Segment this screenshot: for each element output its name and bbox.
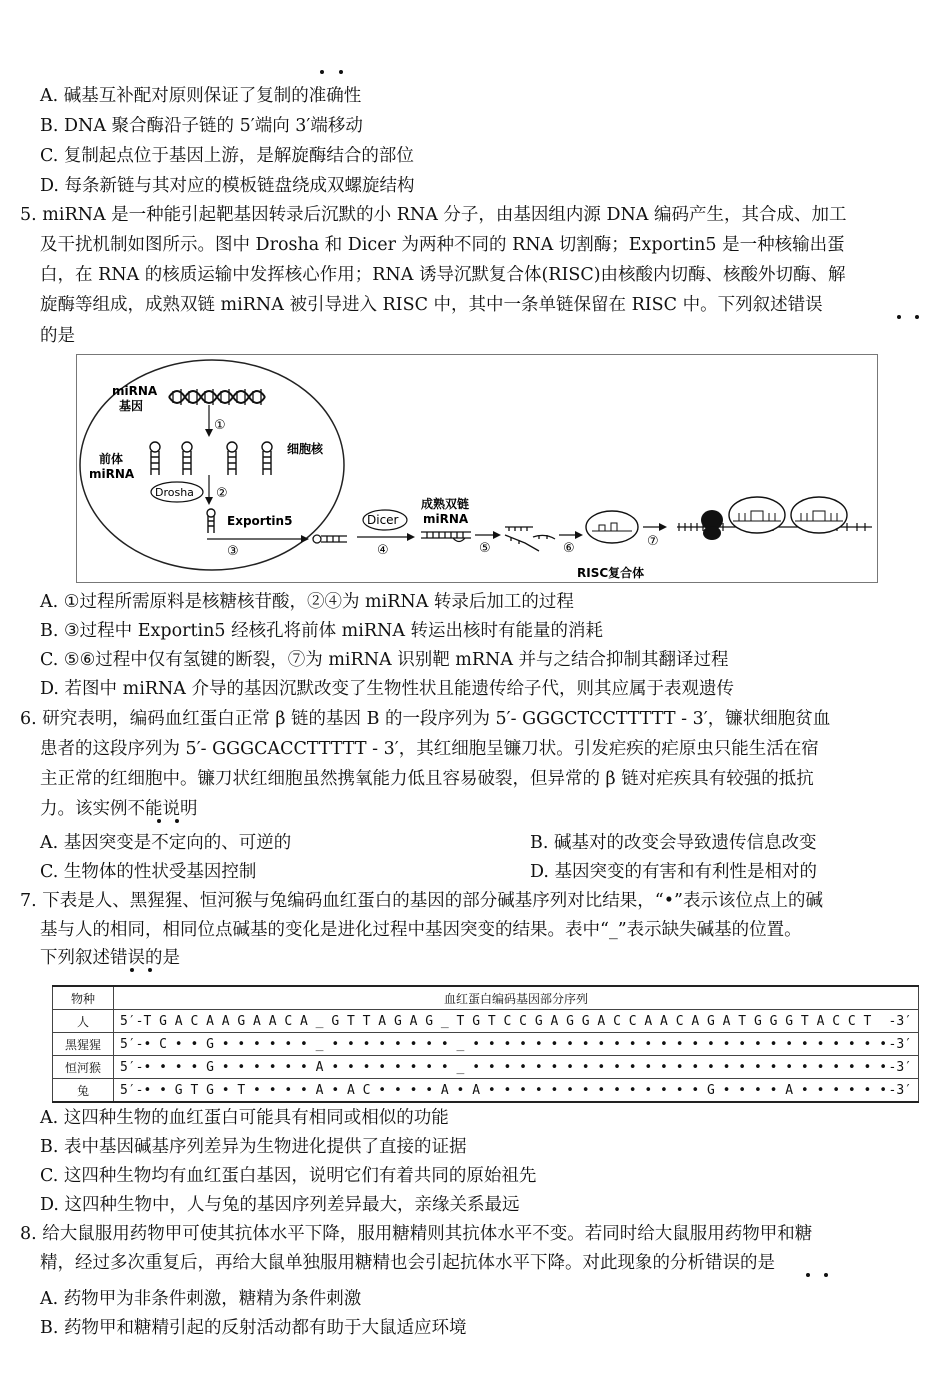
q5-stem-line4: 旋酶等组成，成熟双链 miRNA 被引导进入 RISC 中，其中一条单链保留在 RISC 中。下列叙述错误 <box>40 295 823 315</box>
step2-label: ② <box>216 486 228 501</box>
precursor-label-2: miRNA <box>89 467 135 481</box>
seq-end: -3′ <box>888 1013 912 1029</box>
risc-bound-2 <box>791 497 847 533</box>
seq-bases: • • • • G • • • • • • A • • • • • • • • _ • • • • • • • • • • • • • • • • • • • • • • • • • • • <box>143 1059 888 1075</box>
step5-label: ⑤ <box>479 541 491 556</box>
precursor-hairpins <box>150 442 272 475</box>
q6-option-d: D. 基因突变的有害和有利性是相对的 <box>530 862 818 882</box>
species-cell: 人 <box>53 1010 114 1033</box>
dicer-label: Dicer <box>367 513 399 527</box>
q8-stem-line1: 8. 给大鼠服用药物甲可使其抗体水平下降，服用糖精则其抗体水平不变。若同时给大鼠服用药物甲和糖 <box>20 1224 813 1244</box>
q5-option-d: D. 若图中 miRNA 介导的基因沉默改变了生物性状且能遗传给子代，则其应属于表观遗传 <box>40 679 734 699</box>
q8-stem-line2: 精，经过多次重复后，再给大鼠单独服用糖精也会引起抗体水平下降。对此现象的分析错误的是 <box>40 1253 775 1273</box>
seq-end: -3′ <box>888 1059 912 1075</box>
seq-end: -3′ <box>888 1082 912 1098</box>
risc-bound-1 <box>729 497 785 533</box>
unwinding-strands <box>505 527 555 551</box>
q7-option-c: C. 这四种生物均有血红蛋白基因，说明它们有着共同的原始祖先 <box>40 1166 537 1186</box>
mature-mirna-label-1: 成熟双链 <box>421 497 470 511</box>
q6-stem-line2: 患者的这段序列为 5′- GGGCACCTTTTT - 3′，其红细胞呈镰刀状。引发疟疾的疟原虫只能生活在宿 <box>40 739 819 759</box>
nucleus-label: 细胞核 <box>287 442 324 456</box>
sequence-table <box>52 985 919 1103</box>
seq-end: -3′ <box>888 1036 912 1052</box>
q7-stem-line1: 7. 下表是人、黑猩猩、恒河猴与兔编码血红蛋白的基因的部分碱基序列对比结果，“•”表示该位点上的碱 <box>20 891 823 911</box>
q7-option-a: A. 这四种生物的血红蛋白可能具有相同或相似的功能 <box>40 1108 449 1128</box>
risc-complex <box>586 511 638 543</box>
emphasis-dot <box>148 968 152 972</box>
seq-start: 5′- <box>120 1013 144 1029</box>
step1-label: ① <box>214 418 226 433</box>
q8-option-a: A. 药物甲为非条件刺激，糖精为条件刺激 <box>40 1289 362 1309</box>
table-header-sequence: 血红蛋白编码基因部分序列 <box>114 986 919 1010</box>
q6-option-c: C. 生物体的性状受基因控制 <box>40 862 257 882</box>
q8-option-b: B. 药物甲和糖精引起的反射活动都有助于大鼠适应环境 <box>40 1318 467 1338</box>
q6-stem-line1: 6. 研究表明，编码血红蛋白正常 β 链的基因 B 的一段序列为 5′- GGGCTCCTTTTT - 3′，镰状细胞贫血 <box>20 709 831 729</box>
q5-stem-line2: 及干扰机制如图所示。图中 Drosha 和 Dicer 为两种不同的 RNA 切割酶；Exportin5 是一种核输出蛋 <box>40 235 845 255</box>
risc-label: RISC复合体 <box>577 566 645 580</box>
q5-stem-line3: 白，在 RNA 的核质运输中发挥核心作用；RNA 诱导沉默复合体(RISC)由核酸内切酶、核酸外切酶、解 <box>40 265 846 285</box>
q7-stem-line2: 基与人的相同，相同位点碱基的变化是进化过程中基因突变的结果。表中“_”表示缺失碱基的位置。 <box>40 920 802 940</box>
emphasis-dot <box>130 968 134 972</box>
mature-duplex <box>421 532 471 542</box>
exportin-label: Exportin5 <box>227 514 293 528</box>
species-cell: 黑猩猩 <box>53 1033 114 1056</box>
cytoplasm-hairpin <box>313 535 347 543</box>
emphasis-dot <box>175 819 179 823</box>
q5-option-b: B. ③过程中 Exportin5 经核孔将前体 miRNA 转运出核时有能量的消耗 <box>40 621 604 641</box>
q6-stem-line3: 主正常的红细胞中。镰刀状红细胞虽然携氧能力低且容易破裂，但异常的 β 链对疟疾具有较强的抵抗 <box>40 769 814 789</box>
q7-option-b: B. 表中基因碱基序列差异为生物进化提供了直接的证据 <box>40 1137 467 1157</box>
seq-bases: • • G T G • T • • • • A • A C • • • • A • A • • • • • • • • • • • • • • G • • • • A • • • • • • <box>143 1082 888 1098</box>
seq-bases: • C • • G • • • • • • _ • • • • • • • • _ • • • • • • • • • • • • • • • • • • • • • • • • • • • <box>143 1036 888 1052</box>
q4-option-a: A. 碱基互补配对原则保证了复制的准确性 <box>40 86 362 106</box>
species-cell: 恒河猴 <box>53 1056 114 1079</box>
q7-stem-line3: 下列叙述错误的是 <box>40 948 180 968</box>
seq-start: 5′- <box>120 1059 144 1075</box>
step7-label: ⑦ <box>647 534 659 549</box>
q5-option-c: C. ⑤⑥过程中仅有氢键的断裂，⑦为 miRNA 识别靶 mRNA 并与之结合抑制其翻译过程 <box>40 650 729 670</box>
table-row <box>53 1033 919 1056</box>
emphasis-dot <box>320 70 324 74</box>
seq-start: 5′- <box>120 1036 144 1052</box>
q4-option-b: B. DNA 聚合酶沿子链的 5′端向 3′端移动 <box>40 116 363 136</box>
mirna-pathway-diagram <box>76 354 878 583</box>
emphasis-dot <box>897 315 901 319</box>
emphasis-dot <box>806 1273 810 1277</box>
q6-option-b: B. 碱基对的改变会导致遗传信息改变 <box>530 833 817 853</box>
mirna-gene-label-1: miRNA <box>112 384 158 398</box>
precursor-hairpin-small <box>207 509 215 533</box>
dna-helix-icon <box>169 389 265 405</box>
step6-label: ⑥ <box>563 541 575 556</box>
step4-label: ④ <box>377 543 389 558</box>
table-row <box>53 1079 919 1103</box>
mature-mirna-label-2: miRNA <box>423 512 469 526</box>
mirna-gene-label-2: 基因 <box>119 399 144 413</box>
species-cell: 兔 <box>53 1079 114 1103</box>
q7-option-d: D. 这四种生物中，人与兔的基因序列差异最大，亲缘关系最远 <box>40 1195 520 1215</box>
table-row <box>53 1010 919 1033</box>
q4-option-d: D. 每条新链与其对应的模板链盘绕成双螺旋结构 <box>40 176 415 196</box>
seq-bases: T G A C A A G A A C A _ G T T A G A G _ T G T C C G A G G A C C A A C A G A T G G G T A C C T <box>143 1013 872 1029</box>
precursor-label-1: 前体 <box>99 452 124 466</box>
table-row <box>53 1056 919 1079</box>
emphasis-dot <box>339 70 343 74</box>
step3-label: ③ <box>227 544 239 559</box>
q5-stem-line5: 的是 <box>40 326 75 346</box>
table-header-species: 物种 <box>53 986 114 1010</box>
q5-option-a: A. ①过程所需原料是核糖核苷酸，②④为 miRNA 转录后加工的过程 <box>40 592 574 612</box>
seq-start: 5′- <box>120 1082 144 1098</box>
emphasis-dot <box>824 1273 828 1277</box>
q5-stem-line1: 5. miRNA 是一种能引起靶基因转录后沉默的小 RNA 分子，由基因组内源 DNA 编码产生，其合成、加工 <box>20 205 847 225</box>
drosha-label: Drosha <box>155 486 194 499</box>
emphasis-dot <box>157 819 161 823</box>
q4-option-c: C. 复制起点位于基因上游，是解旋酶结合的部位 <box>40 146 414 166</box>
q6-option-a: A. 基因突变是不定向的、可逆的 <box>40 833 292 853</box>
q6-stem-line4: 力。该实例不能说明 <box>40 799 198 819</box>
emphasis-dot <box>915 315 919 319</box>
